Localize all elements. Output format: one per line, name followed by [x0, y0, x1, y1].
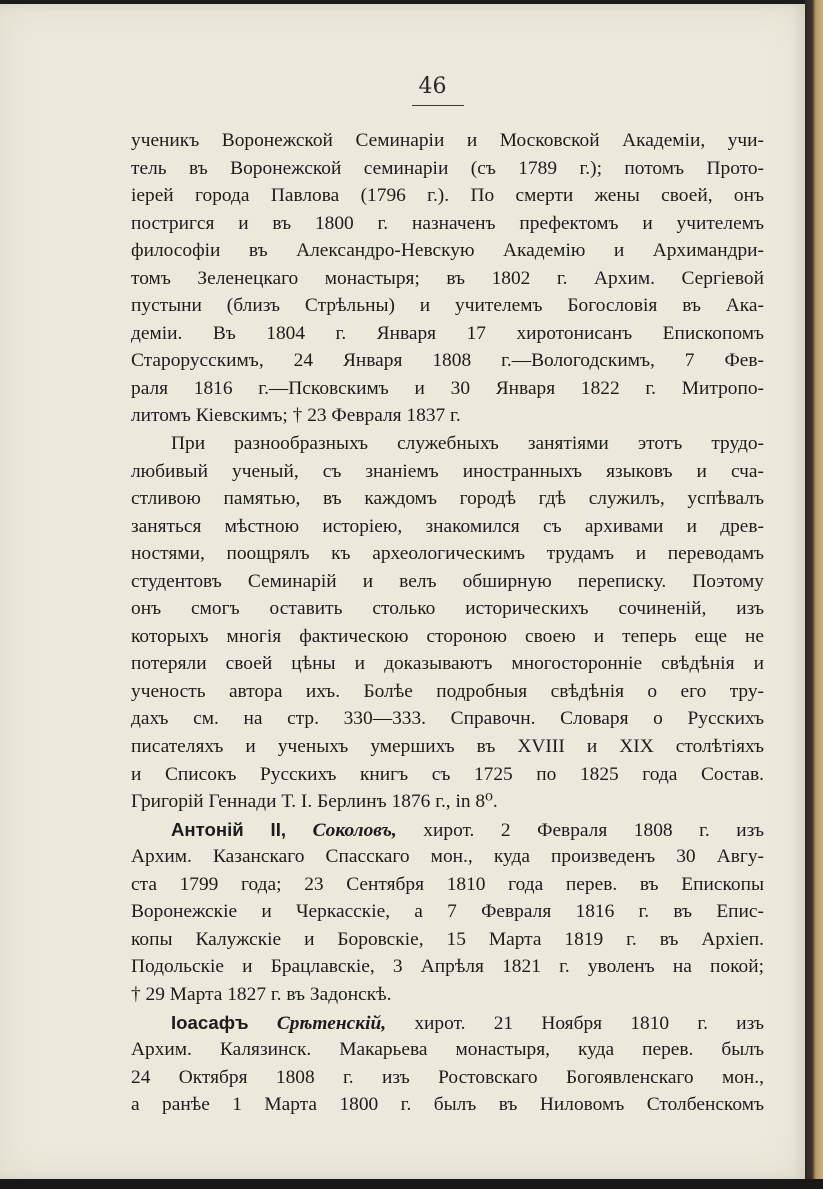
- text-line: [131, 816, 764, 844]
- text-line: Старорусскимъ, 24 Января 1808 г.—Вологодскимъ, 7 Фев-: [131, 350, 764, 372]
- book-page: [0, 4, 805, 1179]
- book-spine-edge: [805, 0, 823, 1189]
- text-line: Воронежскіе и Черкасскіе, а 7 Февраля 1816 г. въ Епис-: [131, 901, 764, 923]
- entry-line-rest: хирот. 21 Ноября 1810 г. изъ: [386, 1012, 764, 1034]
- text-line: Архим. Казанскаго Спасскаго мон., куда произведенъ 30 Авгу-: [131, 846, 764, 868]
- text-line: ностями, поощрялъ къ археологическимъ трудамъ и переводамъ: [131, 543, 764, 565]
- body-text: [131, 127, 764, 1119]
- text-line: онъ смогъ оставить столько историческихъ сочиненій, изъ: [131, 598, 764, 620]
- page-number: 46: [418, 74, 447, 99]
- text-line: 24 Октября 1808 г. изъ Ростовскаго Богоявленскаго мон.,: [131, 1066, 764, 1088]
- text-line: пустыни (близъ Стрѣльны) и учителемъ Богословія въ Ака-: [131, 295, 764, 317]
- paragraph-4-ioasaf: [131, 1009, 764, 1119]
- scan-bottom-edge: [0, 1179, 823, 1189]
- text-line: дахъ см. на стр. 330—333. Справочн. Словаря о Русскихъ: [131, 708, 764, 730]
- text-line: Архим. Калязинск. Макарьева монастыря, куда перев. былъ: [131, 1039, 764, 1061]
- text-line: заняться мѣстною исторіею, знакомился съ архивами и древ-: [131, 515, 764, 537]
- text-line: и Списокъ Русскихъ книгъ съ 1725 по 1825 года Состав.: [131, 763, 764, 785]
- text-line: стливою памятью, въ каждомъ городѣ гдѣ служилъ, успѣвалъ: [131, 488, 764, 510]
- text-line: копы Калужскіе и Боровскіе, 15 Марта 1819 г. въ Архіеп.: [131, 928, 764, 950]
- entry-name: Іоасафъ: [171, 1011, 249, 1033]
- text-line: Григорій Геннади Т. I. Берлинъ 1876 г., in 8⁰.: [131, 791, 498, 813]
- entry-line-rest: хирот. 2 Февраля 1808 г. изъ: [396, 819, 764, 841]
- text-line: любивый ученый, съ знаніемъ иностранныхъ языковъ и сча-: [131, 460, 764, 482]
- text-line: студентовъ Семинарій и велъ обширную переписку. Поэтому: [131, 570, 764, 592]
- entry-name: Антоній II,: [171, 818, 287, 840]
- paragraph-2: [131, 430, 764, 816]
- text-line: ученость автора ихъ. Болѣе подробныя свѣдѣнія о его тру-: [131, 680, 764, 702]
- text-line: деміи. Въ 1804 г. Января 17 хиротонисанъ Епископомъ: [131, 322, 764, 344]
- text-line: литомъ Кіевскимъ; † 23 Февраля 1837 г.: [131, 405, 461, 427]
- text-line: іерей города Павлова (1796 г.). По смерти жены своей, онъ: [131, 185, 764, 207]
- paragraph-1: [131, 127, 764, 430]
- entry-surname: Соколовъ,: [312, 819, 397, 841]
- text-line: тель въ Воронежской семинаріи (съ 1789 г.); потомъ Прото-: [131, 157, 764, 179]
- paragraph-3-antony: [131, 816, 764, 1009]
- text-line: † 29 Марта 1827 г. въ Задонскѣ.: [131, 983, 392, 1005]
- text-line: а ранѣе 1 Марта 1800 г. былъ въ Ниловомъ Столбенскомъ: [131, 1094, 764, 1116]
- text-line: томъ Зеленецкаго монастыря; въ 1802 г. Архим. Сергіевой: [131, 267, 764, 289]
- text-line: постригся и въ 1800 г. назначенъ префектомъ и учителемъ: [131, 212, 764, 234]
- text-line: ста 1799 года; 23 Сентября 1810 года перев. въ Епископы: [131, 873, 764, 895]
- text-line: которыхъ многія фактическою стороною своею и теперь еще не: [131, 625, 764, 647]
- text-line: [131, 1009, 764, 1037]
- page-number-underline: [412, 105, 464, 106]
- entry-surname: Срѣтенскій,: [276, 1012, 387, 1034]
- text-line: ученикъ Воронежской Семинаріи и Московской Академіи, учи-: [131, 130, 764, 151]
- text-line: философіи въ Александро-Невскую Академію и Архимандри-: [131, 240, 764, 262]
- text-line: При разнообразныхъ служебныхъ занятіями этотъ трудо-: [171, 433, 764, 455]
- text-line: писателяхъ и ученыхъ умершихъ въ XVIII и XIX столѣтіяхъ: [131, 736, 764, 758]
- text-line: Подольскіе и Брацлавскіе, 3 Апрѣля 1821 г. уволенъ на покой;: [131, 956, 764, 978]
- text-line: потеряли своей цѣны и доказываютъ многосторонніе свѣдѣнія и: [131, 653, 764, 675]
- text-line: раля 1816 г.—Псковскимъ и 30 Января 1822 г. Митропо-: [131, 377, 764, 399]
